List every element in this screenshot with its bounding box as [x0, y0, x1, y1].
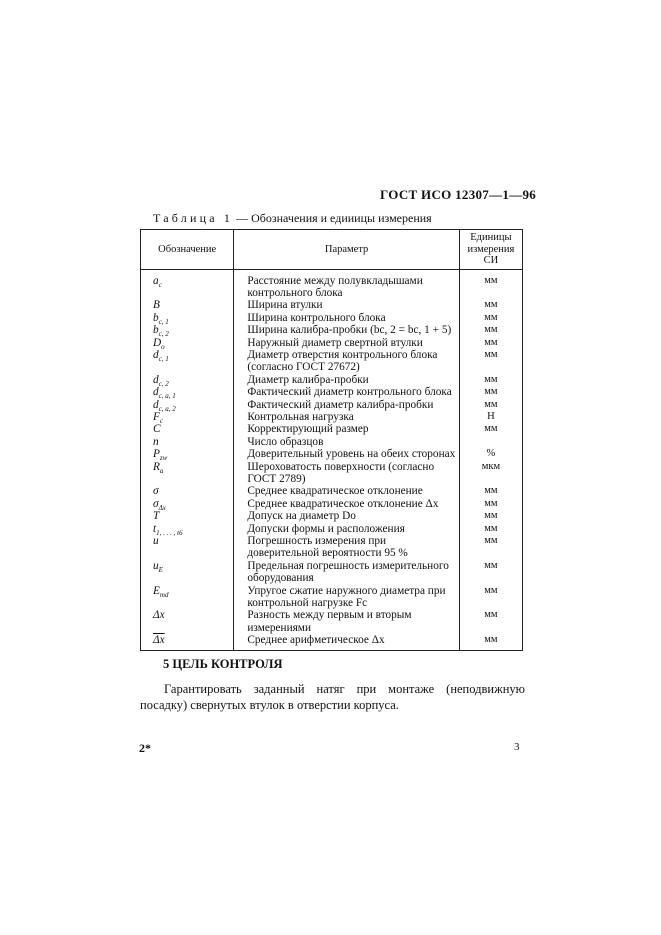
- col-symbol-header: Обозначение: [141, 230, 234, 270]
- symbol-main: R: [153, 460, 160, 473]
- table-row: [141, 337, 523, 349]
- section-paragraph: [140, 681, 525, 713]
- symbol-subscript: c, 2: [158, 330, 169, 339]
- col-units-header: Единицы измерения СИ: [459, 230, 522, 270]
- unit-cell: мм: [459, 498, 522, 510]
- symbol-subscript: c, 1: [158, 317, 169, 326]
- unit-cell: мм: [459, 374, 522, 386]
- unit-cell: мм: [459, 523, 522, 535]
- symbol-cell: [141, 510, 234, 522]
- symbol-subscript: md: [159, 590, 169, 599]
- parameter-cell: Допуск на диаметр Do: [234, 510, 460, 522]
- table-row: [141, 436, 523, 448]
- unit-cell: мм: [459, 560, 522, 585]
- symbol-subscript: c: [159, 416, 164, 425]
- parameter-cell: Диаметр калибра-пробки: [234, 374, 460, 386]
- parameter-cell: Шероховатость поверхности (согласно ГОСТ 2789): [234, 461, 460, 486]
- parameter-cell: Ширина калибра-пробки (bc, 2 = bc, 1 + 5): [234, 324, 460, 336]
- symbol-subscript: E: [158, 565, 163, 574]
- symbol-subscript: c, a, 2: [158, 404, 176, 413]
- symbol-subscript: c: [158, 280, 162, 289]
- page-number: 3: [514, 741, 520, 753]
- symbol-cell: [141, 423, 234, 435]
- table-caption-prefix: Таблица 1: [153, 211, 234, 225]
- symbol-subscript: o: [161, 342, 165, 351]
- parameter-cell: Погрешность измерения при доверительной вероятности 95 %: [234, 535, 460, 560]
- symbol-subscript: a: [159, 466, 164, 475]
- parameter-cell: Диаметр отверстия контрольного блока (согласно ГОСТ 27672): [234, 349, 460, 374]
- unit-cell: Н: [459, 411, 522, 423]
- table-row: [141, 411, 523, 423]
- symbol-main: b: [153, 324, 159, 337]
- unit-cell: мм: [459, 386, 522, 398]
- section-paragraph-text: Гарантировать заданный натяг при монтаже (неподвижную посадку) свернутых втулок в отверстии корпуса.: [140, 682, 525, 712]
- table-row: [141, 386, 523, 398]
- table-row: [141, 312, 523, 324]
- parameter-cell: Доверительный уровень на обеих сторонах: [234, 448, 460, 460]
- parameter-cell: Наружный диаметр свертной втулки: [234, 337, 460, 349]
- parameter-cell: Предельная погрешность измерительного оборудования: [234, 560, 460, 585]
- col-param-header: Параметр: [234, 230, 460, 270]
- symbol-cell: [141, 337, 234, 349]
- parameter-cell: Фактический диаметр калибра-пробки: [234, 399, 460, 411]
- unit-cell: мм: [459, 312, 522, 324]
- parameter-cell: Упругое сжатие наружного диаметра при контрольной нагрузке Fc: [234, 585, 460, 610]
- table-row: [141, 423, 523, 435]
- symbol-main: n: [153, 435, 159, 448]
- parameter-cell: Число образцов: [234, 436, 460, 448]
- symbol-cell: [141, 374, 234, 386]
- section-title: 5 ЦЕЛЬ КОНТРОЛЯ: [163, 657, 283, 671]
- symbol-main: $\overline{\Delta x}$: [153, 634, 165, 647]
- symbol-cell: [141, 448, 234, 463]
- unit-cell: мм: [459, 535, 522, 560]
- table-row: [141, 461, 523, 486]
- symbol-main: d: [153, 373, 159, 386]
- unit-cell: мм: [459, 634, 522, 650]
- table-row: [141, 510, 523, 522]
- table-row: [141, 498, 523, 510]
- symbol-cell: [141, 498, 234, 510]
- table-row: [141, 299, 523, 311]
- unit-cell: мм: [459, 423, 522, 435]
- symbol-main: E: [153, 584, 160, 597]
- symbol-cell: [141, 411, 234, 423]
- parameter-cell: Разность между первым и вторым измерениями: [234, 609, 460, 634]
- symbol-subscript: c, 1: [158, 354, 169, 363]
- unit-cell: мм: [459, 399, 522, 411]
- unit-cell: мм: [459, 337, 522, 349]
- symbol-cell: [141, 609, 234, 634]
- symbol-cell: [141, 324, 234, 339]
- symbol-cell: [141, 461, 234, 486]
- table-row: [141, 324, 523, 336]
- symbol-cell: [141, 436, 234, 448]
- parameter-cell: Контрольная нагрузка: [234, 411, 460, 423]
- table-row: [141, 269, 523, 299]
- symbol-main: d: [153, 348, 159, 361]
- symbol-cell: [141, 523, 234, 535]
- table-row: [141, 609, 523, 634]
- unit-cell: мкм: [459, 461, 522, 486]
- parameter-cell: Фактический диаметр контрольного блока: [234, 386, 460, 398]
- symbol-main: C: [153, 423, 161, 436]
- symbol-main: t: [153, 522, 157, 535]
- unit-cell: мм: [459, 609, 522, 634]
- symbol-cell: [141, 299, 234, 311]
- table-row: [141, 585, 523, 610]
- table-row: [141, 349, 523, 374]
- symbol-main: σ: [153, 485, 159, 498]
- parameter-cell: Среднее арифметическое Δx: [234, 634, 460, 650]
- symbol-cell: [141, 312, 234, 324]
- parameter-cell: Ширина контрольного блока: [234, 312, 460, 324]
- unit-cell: мм: [459, 485, 522, 497]
- table-row: [141, 485, 523, 497]
- symbol-main: D: [153, 336, 162, 349]
- table-row: [141, 448, 523, 460]
- table-row: [141, 399, 523, 411]
- unit-cell: мм: [459, 585, 522, 610]
- symbol-cell: [141, 349, 234, 374]
- unit-cell: мм: [459, 324, 522, 336]
- parameter-cell: Корректирующий размер: [234, 423, 460, 435]
- symbol-main: a: [153, 274, 159, 287]
- symbol-main: d: [153, 386, 159, 399]
- table-caption: [153, 211, 432, 226]
- symbol-cell: [141, 399, 234, 411]
- symbol-cell: [141, 535, 234, 560]
- table-row: [141, 634, 523, 650]
- table-caption-text: — Обозначения и едииицы измерения: [233, 211, 432, 225]
- unit-cell: мм: [459, 349, 522, 374]
- symbol-cell: [141, 485, 234, 497]
- symbol-subscript: 1, . . . , t6: [156, 528, 183, 537]
- symbol-cell: [141, 585, 234, 610]
- symbol-main: d: [153, 398, 159, 411]
- symbol-cell: [141, 560, 234, 585]
- unit-cell: мм: [459, 510, 522, 522]
- parameter-cell: Расстояние между полувкладышами контрольного блока: [234, 269, 460, 299]
- table-row: [141, 374, 523, 386]
- symbol-main: P: [153, 448, 160, 461]
- symbol-subscript: c, a, 1: [158, 392, 176, 401]
- symbol-main: F: [153, 410, 160, 423]
- symbol-cell: [141, 269, 234, 299]
- symbol-subscript: zw: [159, 454, 168, 463]
- unit-cell: мм: [459, 299, 522, 311]
- table-row: [141, 535, 523, 560]
- parameter-cell: Допуски формы и расположения: [234, 523, 460, 535]
- standard-number: ГОСТ ИСО 12307—1—96: [380, 187, 537, 202]
- unit-cell: [459, 436, 522, 448]
- unit-cell: %: [459, 448, 522, 460]
- symbol-main: B: [153, 299, 160, 312]
- table-row: [141, 560, 523, 585]
- table-row: [141, 523, 523, 535]
- symbol-subscript: c, 2: [158, 379, 169, 388]
- unit-cell: мм: [459, 269, 522, 299]
- symbol-subscript: Δx: [158, 503, 166, 512]
- symbols-table: [140, 229, 523, 651]
- symbol-main: σ: [153, 497, 159, 510]
- symbol-main: u: [153, 535, 159, 548]
- symbol-cell: [141, 634, 234, 650]
- symbol-cell: [141, 386, 234, 401]
- footer-signature-mark: 2*: [139, 741, 151, 755]
- parameter-cell: Ширина втулки: [234, 299, 460, 311]
- symbol-main: u: [153, 559, 159, 572]
- parameter-cell: Среднее квадратическое отклонение: [234, 485, 460, 497]
- symbol-main: Δx: [153, 609, 165, 622]
- table-body: [141, 269, 523, 650]
- symbol-main: T: [153, 510, 160, 523]
- symbol-main: b: [153, 311, 159, 324]
- parameter-cell: Среднее квадратическое отклонение Δx: [234, 498, 460, 510]
